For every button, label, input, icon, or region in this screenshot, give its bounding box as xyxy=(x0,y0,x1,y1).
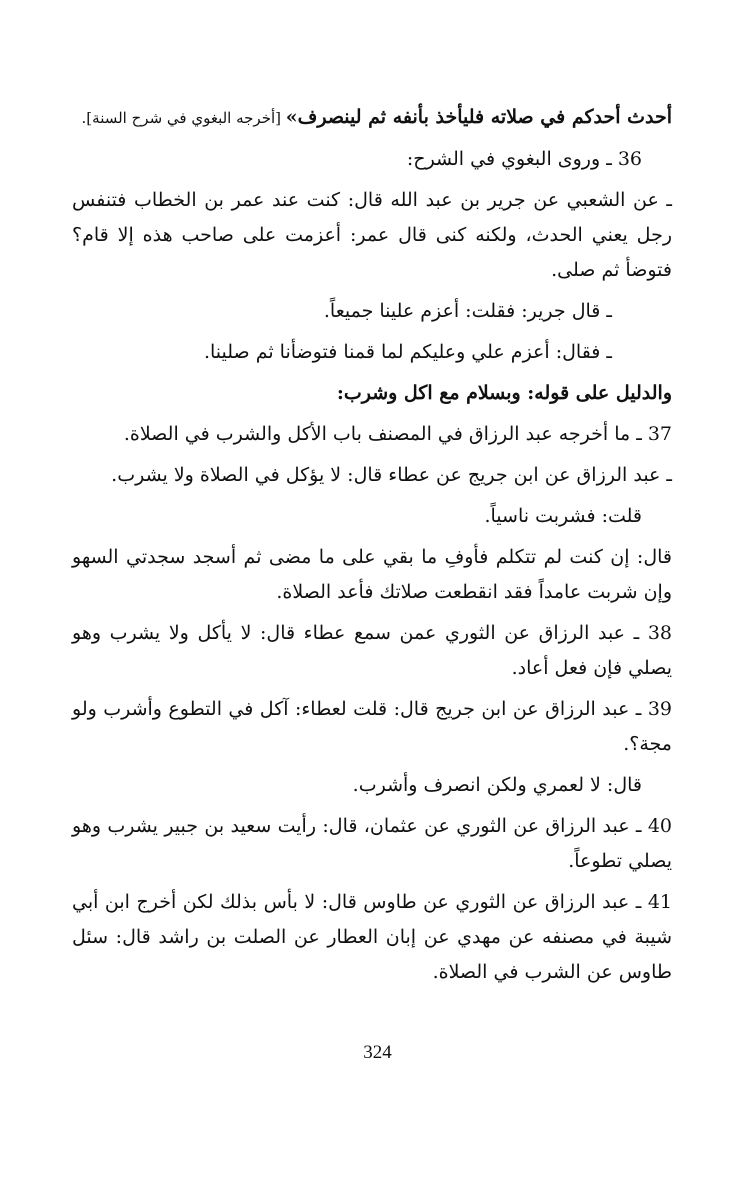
section-heading: والدليل على قوله: وبسلام مع اكل وشرب: xyxy=(336,382,672,404)
page-number: 324 xyxy=(363,1042,392,1063)
paragraph-36: 36 ـ وروى البغوي في الشرح: xyxy=(406,148,642,170)
paragraph-shabi: ـ عن الشعبي عن جرير بن عبد الله قال: كنت عند عمر بن الخطاب فتنفس رجل يعني الحدث، ولكنه كنى قال عمر: أعزمت على صاحب هذه إلا قام؟ فتوضأ ثم صلى. xyxy=(72,189,672,281)
paragraph-ibn-jurayj: ـ عبد الرزاق عن ابن جريج عن عطاء قال: لا يؤكل في الصلاة ولا يشرب. xyxy=(111,464,672,486)
paragraph-38: 38 ـ عبد الرزاق عن الثوري عمن سمع عطاء قال: لا يأكل ولا يشرب وهو يصلي فإن فعل أعاد. xyxy=(72,622,672,679)
page-body xyxy=(72,100,672,996)
paragraph-faqal: ـ فقال: أعزم علي وعليكم لما قمنا فتوضأنا ثم صلينا. xyxy=(203,341,612,363)
source-citation: [أخرجه البغوي في شرح السنة]. xyxy=(81,109,286,127)
paragraph-39: 39 ـ عبد الرزاق عن ابن جريج قال: قلت لعطاء: آكل في التطوع وأشرب ولو مجة؟. xyxy=(72,698,672,755)
quote-end: أحدث أحدكم في صلاته فليأخذ بأنفه ثم لينصرف» xyxy=(285,106,672,128)
paragraph-0 xyxy=(72,100,672,136)
paragraph-qala: قال: إن كنت لم تتكلم فأوفِ ما بقي على ما مضى ثم أسجد سجدتي السهو وإن شربت عامداً فقد انقطعت صلاتك فأعد الصلاة. xyxy=(72,546,672,603)
paragraph-37: 37 ـ ما أخرجه عبد الرزاق في المصنف باب الأكل والشرب في الصلاة. xyxy=(123,423,672,445)
paragraph-40: 40 ـ عبد الرزاق عن الثوري عن عثمان، قال: رأيت سعيد بن جبير يشرب وهو يصلي تطوعاً. xyxy=(72,815,672,872)
paragraph-qala-2: قال: لا لعمري ولكن انصرف وأشرب. xyxy=(352,774,642,796)
paragraph-qultu: قلت: فشربت ناسياً. xyxy=(484,505,642,527)
paragraph-41: 41 ـ عبد الرزاق عن الثوري عن طاوس قال: لا بأس بذلك لكن أخرج ابن أبي شيبة في مصنفه عن مهدي عن إبان العطار عن الصلت بن راشد قال: سئل طاوس عن الشرب في الصلاة. xyxy=(72,891,672,983)
paragraph-jarir: ـ قال جرير: فقلت: أعزم علينا جميعاً. xyxy=(323,300,612,322)
